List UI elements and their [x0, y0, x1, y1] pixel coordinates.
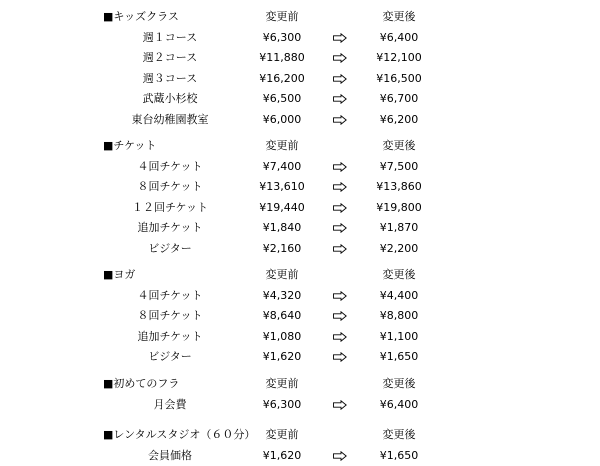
section-header-row: [0, 425, 600, 446]
price-before: ¥16,200: [259, 71, 305, 85]
price-before: ¥13,610: [259, 180, 305, 194]
price-before: ¥6,500: [262, 92, 302, 106]
item-label: 追加チケット: [137, 221, 203, 235]
price-before: ¥19,440: [259, 200, 305, 214]
price-after: ¥1,650: [379, 448, 419, 462]
price-before: ¥8,640: [262, 309, 302, 323]
price-row: [0, 218, 600, 239]
price-before: ¥1,840: [262, 221, 302, 235]
arrow-right-icon: [333, 352, 347, 362]
price-row: [0, 110, 600, 131]
arrow-right-icon: [333, 74, 347, 84]
price-before: ¥6,300: [262, 397, 302, 411]
item-label: 会員価格: [148, 448, 192, 462]
price-row: [0, 286, 600, 307]
price-row: [0, 157, 600, 178]
section-hula: [0, 374, 600, 415]
price-row: [0, 347, 600, 368]
item-label: ８回チケット: [137, 180, 203, 194]
section-title: ■ヨガ: [103, 268, 136, 281]
arrow-right-icon: [333, 94, 347, 104]
section-header-row: [0, 136, 600, 157]
price-after: ¥1,100: [379, 329, 419, 343]
section-title: ■レンタルスタジオ（６０分）: [103, 428, 256, 441]
header-before: 変更前: [265, 10, 299, 23]
section-ticket: [0, 136, 600, 260]
price-after: ¥4,400: [379, 288, 419, 302]
header-after: 変更後: [382, 268, 416, 281]
header-before: 変更前: [265, 428, 299, 441]
price-after: ¥6,400: [379, 397, 419, 411]
price-after: ¥8,800: [379, 309, 419, 323]
price-before: ¥1,620: [262, 448, 302, 462]
price-row: [0, 198, 600, 219]
arrow-right-icon: [333, 203, 347, 213]
header-after: 変更後: [382, 139, 416, 152]
arrow-right-icon: [333, 182, 347, 192]
price-before: ¥6,300: [262, 30, 302, 44]
item-label: 週１コース: [142, 30, 198, 44]
header-after: 変更後: [382, 10, 416, 23]
price-before: ¥4,320: [262, 288, 302, 302]
price-before: ¥11,880: [259, 51, 305, 65]
arrow-right-icon: [333, 400, 347, 410]
price-after: ¥1,870: [379, 221, 419, 235]
price-after: ¥1,650: [379, 350, 419, 364]
section-title: ■初めてのフラ: [103, 377, 180, 390]
item-label: 週３コース: [142, 71, 198, 85]
price-after: ¥6,200: [379, 112, 419, 126]
item-label: １２回チケット: [131, 200, 208, 214]
price-after: ¥6,400: [379, 30, 419, 44]
price-after: ¥16,500: [376, 71, 422, 85]
price-before: ¥6,000: [262, 112, 302, 126]
section-rental-studio: [0, 425, 600, 466]
price-before: ¥1,080: [262, 329, 302, 343]
price-row: [0, 28, 600, 49]
arrow-right-icon: [333, 311, 347, 321]
header-before: 変更前: [265, 268, 299, 281]
price-before: ¥7,400: [262, 159, 302, 173]
price-row: [0, 177, 600, 198]
price-after: ¥19,800: [376, 200, 422, 214]
header-before: 変更前: [265, 139, 299, 152]
item-label: ビジター: [148, 350, 192, 364]
price-before: ¥2,160: [262, 241, 302, 255]
item-label: ４回チケット: [137, 159, 203, 173]
section-header-row: [0, 7, 600, 28]
price-row: [0, 446, 600, 466]
item-label: 週２コース: [142, 51, 198, 65]
price-row: [0, 69, 600, 90]
section-title: ■キッズクラス: [103, 10, 179, 23]
price-row: [0, 239, 600, 260]
price-before: ¥1,620: [262, 350, 302, 364]
price-after: ¥7,500: [379, 159, 419, 173]
price-row: [0, 306, 600, 327]
price-row: [0, 327, 600, 348]
arrow-right-icon: [333, 291, 347, 301]
item-label: 武蔵小杉校: [142, 92, 198, 106]
price-after: ¥6,700: [379, 92, 419, 106]
item-label: ビジター: [148, 241, 192, 255]
price-after: ¥12,100: [376, 51, 422, 65]
arrow-right-icon: [333, 223, 347, 233]
price-after: ¥13,860: [376, 180, 422, 194]
arrow-right-icon: [333, 244, 347, 254]
arrow-right-icon: [333, 115, 347, 125]
section-kids-class: [0, 7, 600, 131]
item-label: ４回チケット: [137, 288, 203, 302]
section-header-row: [0, 265, 600, 286]
item-label: 追加チケット: [137, 329, 203, 343]
header-after: 変更後: [382, 377, 416, 390]
arrow-right-icon: [333, 53, 347, 63]
price-row: [0, 395, 600, 416]
header-before: 変更前: [265, 377, 299, 390]
arrow-right-icon: [333, 33, 347, 43]
price-row: [0, 89, 600, 110]
arrow-right-icon: [333, 332, 347, 342]
item-label: 東台幼稚園教室: [131, 112, 209, 126]
section-yoga: [0, 265, 600, 368]
item-label: 月会費: [153, 397, 187, 411]
section-header-row: [0, 374, 600, 395]
header-after: 変更後: [382, 428, 416, 441]
price-row: [0, 48, 600, 69]
arrow-right-icon: [333, 451, 347, 461]
arrow-right-icon: [333, 162, 347, 172]
price-after: ¥2,200: [379, 241, 419, 255]
item-label: ８回チケット: [137, 309, 203, 323]
section-title: ■チケット: [103, 139, 157, 152]
